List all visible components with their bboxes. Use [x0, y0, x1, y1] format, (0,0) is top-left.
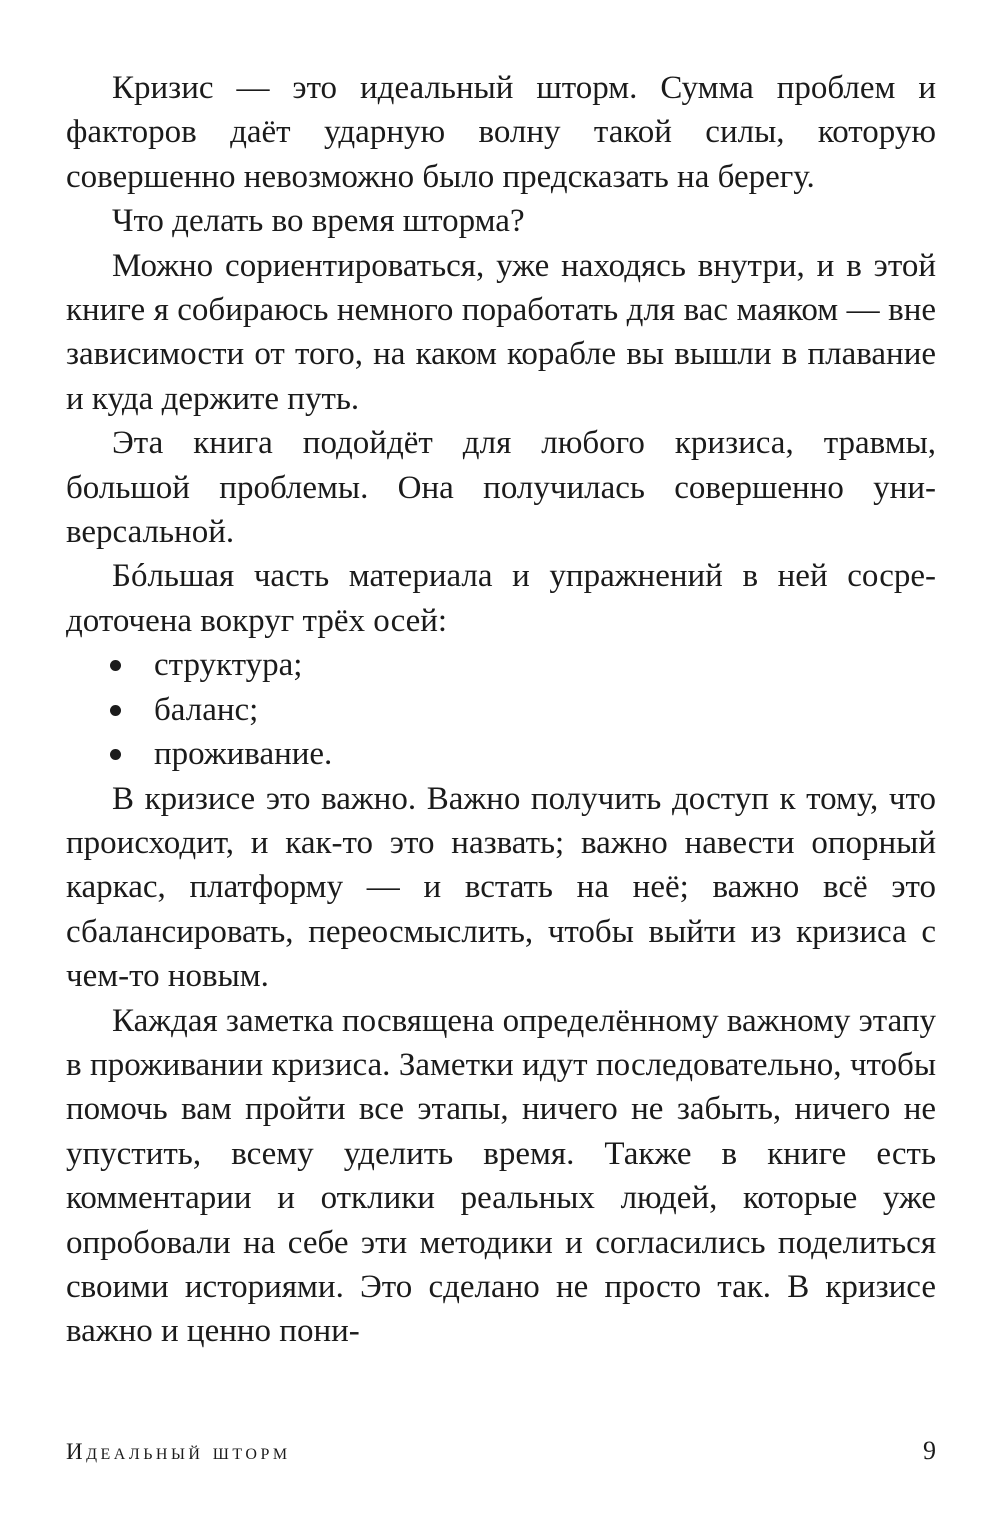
list-item-text: структура;: [154, 647, 303, 684]
paragraph-6: В кризисе это важно. Важно получить доступ к тому, что происходит, и как-то это назвать; важно навести опорный каркас, платформу — и встать на неё; важно всё это сбалансировать, переосмыслить, чтобы выйти из кризиса с чем-то новым.: [66, 780, 936, 995]
list-item: [66, 732, 936, 776]
page-footer: [66, 1436, 936, 1466]
paragraph-2: Что делать во время шторма?: [112, 203, 525, 240]
paragraph-4: Эта книга подойдёт для любого кризиса, травмы, большой проблемы. Она получилась совершенно универсальной.: [66, 425, 936, 551]
list-item: [66, 688, 936, 732]
list-item: [66, 643, 936, 687]
axes-list: [66, 643, 936, 776]
page-number: 9: [923, 1436, 936, 1465]
list-item-text: проживание.: [154, 736, 333, 773]
list-item-text: баланс;: [154, 691, 259, 728]
paragraph-7: Каждая заметка посвящена определённому важному этапу в проживании кризиса. Заметки идут последовательно, чтобы помочь вам пройти все этапы, ничего не забыть, ничего не упустить, всему уделить время. Также в книге есть комментарии и отклики реальных людей, которые уже опробовали на себе эти методики и согласились поделиться своими историями. Это сделано не просто так. В кризисе важно и ценно пони-: [66, 1002, 936, 1350]
paragraph-1: Кризис — это идеальный шторм. Сумма проблем и факторов даёт ударную волну такой силы, которую совершенно невозможно было предсказать на берегу.: [66, 70, 936, 195]
paragraph-3: Можно сориентироваться, уже находясь внутри, и в этой книге я собираюсь немного поработать для вас маяком — вне зависимости от того, на каком корабле вы вышли в плавание и куда держите путь.: [66, 247, 936, 417]
paragraph-5: Бóльшая часть материала и упражнений в ней сосредоточена вокруг трёх осей:: [66, 558, 936, 639]
bullet-icon: [110, 660, 121, 671]
bullet-icon: [110, 705, 121, 716]
body-text: [66, 66, 936, 1354]
running-head: Идеальный шторм: [66, 1439, 291, 1464]
bullet-icon: [110, 749, 121, 760]
